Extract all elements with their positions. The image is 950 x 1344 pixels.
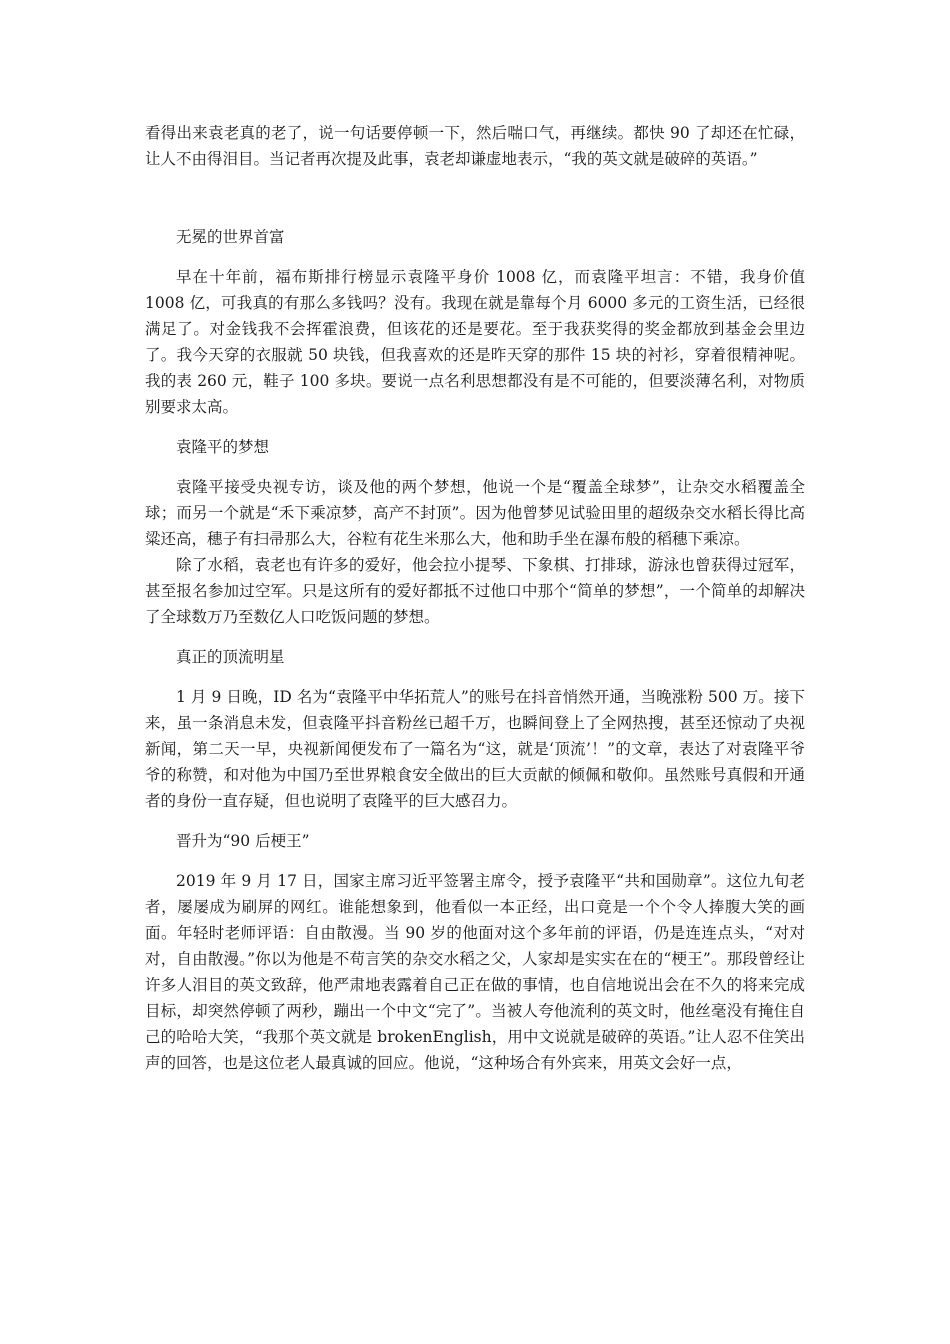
section-heading-top-star: 真正的顶流明星 (176, 648, 285, 666)
paragraph-medal-and-humor: 2019 年 9 月 17 日，国家主席习近平签署主席令，授予袁隆平“共和国勋章”。这位九旬老者，屡屡成为刷屏的网红。谁能想象到，他看似一本正经，出口竟是一个个令人捧腹大笑的画面。年轻时老师评语：自由散漫。当 90 岁的他面对这个多年前的评语，仍是连连点头，“对对对，自由散漫。”你以为他是不苟言笑的杂交水稻之父，人家却是实实在在的“梗王”。那段曾经让许多人泪目的英文致辞，他严肃地表露着自己正在做的事情，也自信地说出会在不久的将来完成目标，却突然停顿了两秒，蹦出一个中文“完了”。当被人夸他流利的英文时，他丝毫没有掩住自己的哈哈大笑，“我那个英文就是 brokenEnglish，用中文说就是破碎的英语。”让人忍不住笑出声的回答，也是这位老人最真诚的回应。他说，“这种场合有外宾来，用英文会好一点， (145, 872, 805, 1072)
paragraph-continuation: 看得出来袁老真的老了，说一句话要停顿一下，然后喘口气，再继续。都快 90 了却还在忙碌，让人不由得泪目。当记者再次提及此事，袁老却谦虚地表示，“我的英文就是破碎的英语。” (145, 124, 805, 168)
paragraph-douyin-account: 1 月 9 日晚，ID 名为“袁隆平中华拓荒人”的账号在抖音悄然开通，当晚涨粉 500 万。接下来，虽一条消息未发，但袁隆平抖音粉丝已超千万，也瞬间登上了全网热搜，甚至还惊动了央视新闻，第二天一早，央视新闻便发布了一篇名为“这，就是‘顶流’！”的文章，表达了对袁隆平爷爷的称赞，和对他为中国乃至世界粮食安全做出的巨大贡献的倾佩和敬仰。虽然账号真假和开通者的身份一直存疑，但也说明了袁隆平的巨大感召力。 (145, 688, 805, 810)
section-heading-dream: 袁隆平的梦想 (176, 438, 270, 456)
paragraph-hobbies: 除了水稻，袁老也有许多的爱好，他会拉小提琴、下象棋、打排球，游泳也曾获得过冠军，甚至报名参加过空军。只是这所有的爱好都抵不过他口中那个“简单的梦想”，一个简单的却解决了全球数万乃至数亿人口吃饭问题的梦想。 (145, 556, 805, 626)
document-page (145, 120, 805, 1076)
section-heading-meme-king: 晋升为“90 后梗王” (176, 832, 310, 850)
section-heading-richest: 无冕的世界首富 (176, 228, 285, 246)
paragraph-net-worth: 早在十年前，福布斯排行榜显示袁隆平身价 1008 亿，而袁隆平坦言：不错，我身价值 1008 亿，可我真的有那么多钱吗？没有。我现在就是靠每个月 6000 多元的工资生活，已经很满足了。对金钱我不会挥霍浪费，但该花的还是要花。至于我获奖得的奖金都放到基金会里边了。我今天穿的衣服就 50 块钱，但我喜欢的还是昨天穿的那件 15 块的衬衫，穿着很精神呢。我的表 260 元，鞋子 100 多块。要说一点名利思想都没有是不可能的，但要淡薄名利，对物质别要求太高。 (145, 268, 805, 416)
paragraph-two-dreams: 袁隆平接受央视专访，谈及他的两个梦想，他说一个是“覆盖全球梦”，让杂交水稻覆盖全球；而另一个就是“禾下乘凉梦，高产不封顶”。因为他曾梦见试验田里的超级杂交水稻长得比高粱还高，穗子有扫帚那么大，谷粒有花生米那么大，他和助手坐在瀑布般的稻穗下乘凉。 (145, 478, 805, 548)
